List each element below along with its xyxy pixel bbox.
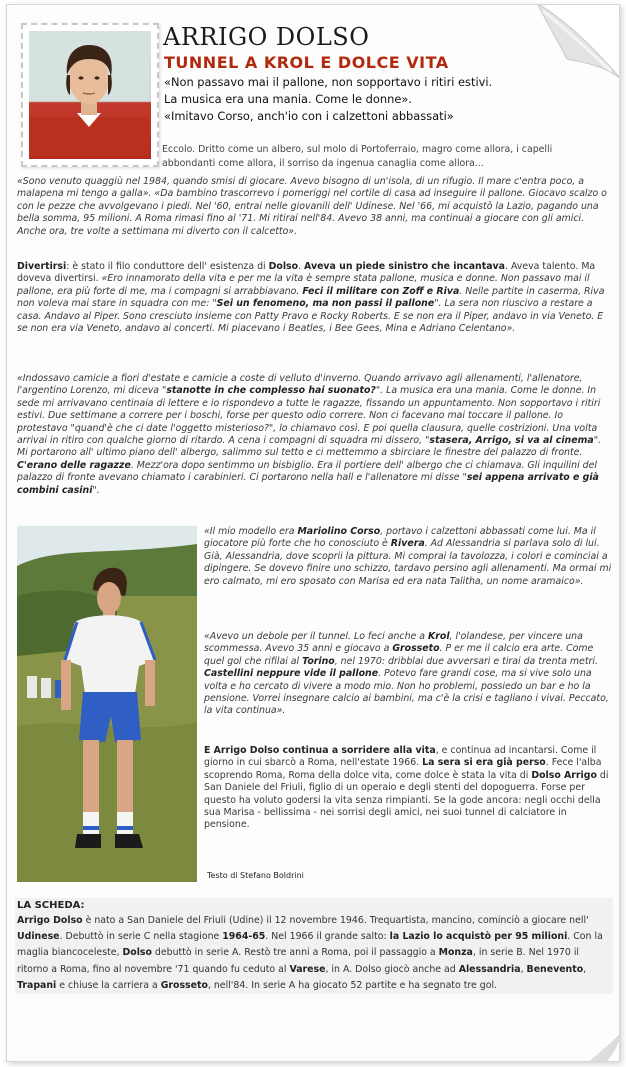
text-run: Grosseto — [160, 979, 208, 991]
text-run: . Nelle partite in caserma, Riva non voleva mai stare in squadra con me: " — [17, 285, 605, 310]
text-run: . Ad Alessandria si parlava solo di lui. Già, Alessandria, dove scoprii la pittura. Mi comprai la tavolozza, i colori e cominciai a dipingere. Se dovevo finire uno schizzo, tardavo persino agli allenamenti. Ma ormai mi ero calmato, mi ero sposato con Marisa ed era nata Talitha, un nome aramaico». — [204, 538, 612, 587]
text-run: ". Mi portarono all' ultimo piano dell' albergo, salimmo sul tetto e ci mettemmo a sbirciare le finestre del palazzo di fronte. — [17, 435, 601, 459]
text-run: , nel 1970: dribblai due avversari e tirai da trenta metri. — [334, 655, 598, 667]
text-run: , — [520, 963, 527, 975]
text-run: , — [583, 963, 587, 975]
text-run: ". — [92, 484, 100, 496]
text-run: , l'olandese, per vincere una scommessa. Avevo 35 anni e giocavo a — [204, 631, 583, 655]
article-headline: TUNNEL A KROL E DOLCE VITA — [164, 53, 449, 72]
text-run: «Ero innamorato della vita e per me la vita è sempre stata pallone, musica e donne. Non passavo mai il pallone, era più forte di me, ma i compagni si arrabbiavano. — [17, 273, 590, 297]
headline-quotes — [164, 74, 492, 125]
text-run: Varese — [289, 963, 326, 975]
article-paragraph — [204, 526, 612, 588]
text-run: Benevento — [526, 963, 584, 975]
text-run: Krol — [427, 631, 450, 642]
portrait-image — [29, 31, 149, 157]
profile-text — [15, 913, 613, 994]
text-run: «Da bambino trascorrevo i pomeriggi nel cortile di casa ad inseguire il pallone. Giocavo scalzo o con le pezze che avvolgevano i piedi. Nel '60, entrai nelle giovanili dell' Udinese. Nel '66, mi acquistò la Lazio, pagando una bella somma, 95 milioni. A Roma rimasi fino al '71. Mi ritirai nell'84. Avevo 38 anni, ma continuai a giocare con gli amici. Anche ora, tre volte a settimana mi diverto con il calcetto». — [17, 188, 607, 237]
text-run: , portavo i calzettoni abbassati come lui. Ma il giocatore più forte che ho conosciuto è — [204, 526, 596, 550]
text-run: Sei un fenomeno, ma non passi il pallone — [216, 298, 435, 310]
text-run: Alessandria — [458, 963, 521, 975]
article-paragraph — [17, 261, 612, 335]
article-page — [6, 4, 620, 1062]
text-run: . — [298, 261, 305, 272]
text-run: La sera si era già perso — [422, 757, 546, 769]
text-run: Grosseto — [392, 643, 440, 655]
text-run: Feci il militare con Zoff e Riva — [302, 285, 460, 297]
text-run: e chiuse la carriera a — [56, 979, 161, 991]
text-run: . Aveva talento. Ma doveva divertirsi. — [17, 261, 596, 285]
text-run: Aveva un piede sinistro che incantava — [304, 261, 505, 272]
text-run: . Debuttò in serie C nella stagione — [59, 931, 223, 943]
profile-heading: LA SCHEDA: — [17, 900, 85, 911]
text-run: , nell'84. In serie A ha giocato 52 partite e ha segnato tre gol. — [207, 979, 498, 991]
text-run: 1964-65 — [222, 931, 266, 943]
text-run: Arrigo Dolso — [17, 915, 83, 926]
text-run: Rivera — [390, 538, 425, 550]
author-credit: Testo di Stefano Boldrini — [207, 871, 304, 880]
text-run: sei appena arrivato e già combini casini — [17, 472, 599, 496]
text-run: . Potevo fare grandi cose, ma si vive solo una volta e ho cercato di vivere a modo mio. Non ho problemi, possiedo un bar e ho la pensione. Vorrei insegnare calcio ai bambini, ma c'è la crisi e tagliano i vivai. Peccato, la vita continua». — [204, 668, 609, 717]
article-paragraph — [17, 373, 612, 497]
text-run: E Arrigo Dolso continua a sorridere alla vita — [204, 745, 436, 756]
text-run: Monza — [438, 947, 473, 959]
text-run: «Sono venuto quaggiù nel 1984, quando smisi di giocare. Avevo bisogno di un'isola, di un rifugio. Il mare c'entra poco, a malapena mi tengo a galla». — [17, 176, 585, 200]
text-run: stanotte in che complesso hai suonato? — [166, 385, 376, 397]
text-run: stasera, Arrigo, si va al cinema — [429, 435, 594, 447]
text-run: Trapani — [17, 979, 57, 991]
text-run: Dolso — [268, 261, 299, 272]
intro-paragraph: Eccolo. Dritto come un albero, sul molo di Portoferraio, magro come allora, i capelli abbondanti come allora, il sorriso da ingenua canaglia come allora... — [162, 144, 553, 169]
text-run: . Mezz'ora dopo sentimmo un bisbiglio. Era il portiere dell' albergo che ci chiamava. Gli inquilini del palazzo di fronte avevano chiamato i carabinieri. Ci portarono nella hall e l'allenatore mi disse " — [17, 459, 597, 484]
quote-line: «Imitavo Corso, anch'io con i calzettoni abbassati» — [164, 109, 454, 123]
article-paragraph — [204, 745, 612, 832]
text-run: «Indossavo camicie a fiori d'estate e camicie a coste di velluto d'inverno. Quando arrivavo agli allenamenti, l'allenatore, l'argentino Lorenzo, mi diceva " — [17, 373, 583, 397]
article-paragraph — [204, 631, 612, 718]
text-run: . Fece l'alba scoprendo Roma, Roma della dolce vita, come dolce è stata la vita di — [204, 757, 602, 781]
text-run: Dolso — [122, 947, 152, 959]
article-paragraph — [17, 176, 612, 238]
text-run: «Avevo un debole per il tunnel. Lo feci anche a — [204, 631, 428, 642]
text-run: : è stato il filo conduttore dell' esistenza di — [66, 261, 269, 272]
text-run: «Il mio modello era — [204, 526, 298, 537]
text-run: Castellini neppure vide il pallone — [204, 668, 379, 680]
text-run: ". La sera non riuscivo a restare a casa. Andavo al Piper. Sono cresciuto insieme con Patty Pravo e Rocky Roberts. E se non era il Piper, andavo in via Veneto. E se non era via Veneto, andavo ai concerti. Mi piacevano i Beatles, i Bee Gees, Mina e Adriano Celentano». — [17, 298, 604, 335]
text-run: , in A. Dolso giocò anche ad — [325, 963, 459, 975]
text-run: è nato a San Daniele del Friuli (Udine) il 12 novembre 1946. Trequartista, mancino, cominciò a giocare nell' — [82, 915, 589, 926]
text-run: . P er me il calcio era arte. Come quel gol che rifilai al — [204, 643, 594, 667]
text-run: . Con la maglia biancoceleste, — [17, 931, 603, 959]
text-run: Divertirsi — [17, 261, 67, 272]
text-run: debuttò in serie A. Restò tre anni a Roma, poi il passaggio a — [151, 947, 439, 959]
page-curl-top-right — [537, 4, 620, 79]
text-run: la Lazio lo acquistò per 95 milioni — [389, 931, 568, 943]
text-run: di San Daniele del Friuli, figlio di un operaio e degli stenti del dopoguerra. Forse per questo ha voluto godersi la vita senza rimpianti. Se la gode ancora: negli occhi della sua Marisa - bellissima - nei sorrisi degli amici, nei suoi tunnel di calciatore in pensione. — [204, 769, 609, 831]
player-profile-box — [15, 898, 613, 994]
text-run: , e continua ad incantarsi. Come il giorno in cui sbarcò a Roma, nell'estate 1966. — [204, 745, 597, 769]
quote-line: La musica era una mania. Come le donne». — [164, 92, 412, 106]
text-run: ". La musica era una mania. Come le donne. In sede mi arrivavano centinaia di lettere e io rispondevo a tutte le ragazze, fissando un appuntamento. Non sopportavo i ritiri estivi. Due settimane a correre per i boschi, forse per questo odio correre. Non ci facevano mai toccare il pallone. Io protestavo "quand'è che ci date l'oggetto misterioso?", lo chiamavo così. E poi quella clausura, quelle costrizioni. Una volta arrivai in ritiro con qualche giorno di ritardo. A cena i compagni di squadra mi dissero, " — [17, 385, 601, 447]
quote-line: «Non passavo mai il pallone, non sopportavo i ritiri estivi. — [164, 75, 493, 89]
text-run: Mariolino Corso — [297, 526, 381, 537]
text-run: . Nel 1966 il grande salto: — [265, 931, 390, 943]
text-run: Torino — [302, 655, 335, 667]
text-run: Dolso Arrigo — [531, 769, 597, 781]
portrait-stamp — [21, 23, 159, 167]
player-name: ARRIGO DOLSO — [163, 23, 370, 51]
player-action-photo — [17, 526, 197, 882]
text-run: C'erano delle ragazze — [17, 459, 131, 471]
page-curl-bottom-right — [587, 1033, 620, 1062]
text-run: Udinese — [17, 931, 60, 943]
text-run: , in serie B. Nel 1970 il ritorno a Roma, fino al novembre '71 quando fu ceduto al — [17, 947, 580, 975]
